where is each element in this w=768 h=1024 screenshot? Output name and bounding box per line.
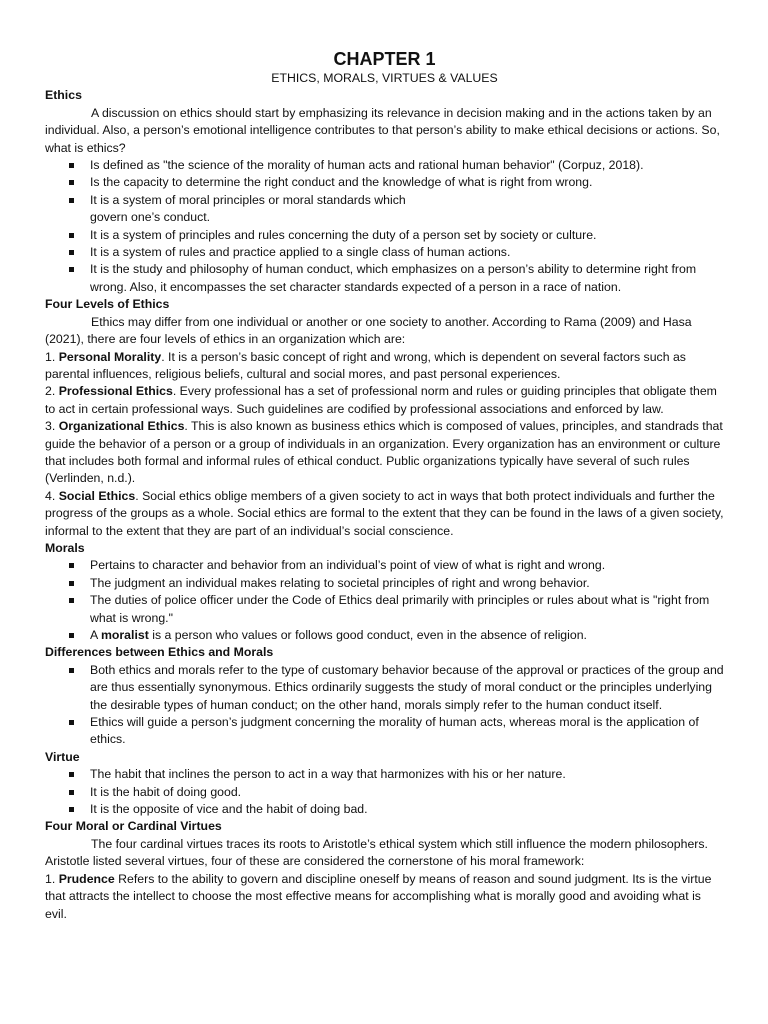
morals-bullet-list (45, 557, 724, 644)
list-item-text: is a person who values or follows good conduct, even in the absence of religion. (148, 628, 587, 642)
list-item (45, 192, 724, 227)
cardinal-number: 1. (45, 871, 56, 886)
list-item (45, 627, 724, 644)
section-heading-morals: Morals (45, 540, 85, 555)
section-heading-virtue: Virtue (45, 749, 80, 764)
section-heading-cardinal-virtues: Four Moral or Cardinal Virtues (45, 819, 222, 834)
level-item-3 (45, 418, 724, 488)
list-item: Ethics will guide a person’s judgment concerning the morality of human acts, whereas moral is the application of ethics. (45, 714, 724, 749)
section-heading-four-levels: Four Levels of Ethics (45, 297, 170, 312)
list-item: It is the opposite of vice and the habit of doing bad. (45, 801, 724, 818)
level-number: 2. (45, 384, 56, 399)
list-item: Both ethics and morals refer to the type of customary behavior because of the approval or practices of the group and are thus essentially synonymous. Ethics ordinarily suggests the study of moral conduct or the principles underlying the desirable types of human conduct; on the other hand, morals simply refer to the human conduct itself. (45, 662, 724, 714)
list-item: Is the capacity to determine the right conduct and the knowledge of what is right from wrong. (45, 174, 724, 191)
level-label: Social Ethics (58, 488, 136, 503)
list-item: It is a system of rules and practice applied to a single class of human actions. (45, 244, 724, 261)
level-number: 4. (45, 488, 56, 503)
level-text: . This is also known as business ethics which is composed of values, principles, and standrads that guide the behavior of a person or a group of individuals in an organization. Every organization has an environment or culture that includes both formal and informal rules of ethical conduct. Public organizations typically have several of such rules (Verlinden, n.d.). (45, 419, 723, 486)
level-number: 3. (45, 419, 56, 434)
level-label: Organizational Ethics (58, 419, 185, 434)
level-label: Personal Morality (58, 349, 162, 364)
differences-bullet-list (45, 662, 724, 749)
cardinal-text: Refers to the ability to govern and discipline oneself by means of reason and sound judgment. Its is the virtue that attracts the intellect to choose the most effective means for accomplishing what is morally good and avoiding what is evil. (45, 871, 712, 921)
moralist-term: moralist (100, 628, 149, 642)
level-item-1 (45, 349, 724, 384)
list-item: It is a system of principles and rules concerning the duty of a person set by society or culture. (45, 227, 724, 244)
list-item: The duties of police officer under the Code of Ethics deal primarily with principles or rules about what is "right from what is wrong." (45, 592, 724, 627)
section-heading-ethics: Ethics (45, 88, 82, 103)
list-item: Is defined as "the science of the morality of human acts and rational human behavior" (Corpuz, 2018). (45, 157, 724, 174)
level-text: . Every professional has a set of professional norm and rules or guiding principles that obligate them to act in certain professional ways. Such guidelines are codified by professional associations and enforced by law. (45, 384, 717, 416)
list-item-text: It is a system of moral principles or moral standards which (90, 192, 406, 207)
cardinal-intro: The four cardinal virtues traces its roots to Aristotle’s ethical system which still influence the modern philosophers. Aristotle listed several virtues, four of these are considered the cornerstone of his moral framework: (45, 836, 708, 869)
list-item-text-continued: govern one’s conduct. (90, 210, 211, 225)
chapter-subtitle: ETHICS, MORALS, VIRTUES & VALUES (271, 71, 498, 85)
list-item-prefix: A (90, 628, 101, 642)
list-item: It is the habit of doing good. (45, 784, 724, 801)
ethics-intro: A discussion on ethics should start by emphasizing its relevance in decision making and in the actions taken by an individual. Also, a person’s emotional intelligence contributes to that person’s ability to make ethical decisions or actions. So, what is ethics? (45, 105, 720, 155)
virtue-bullet-list (45, 766, 724, 818)
list-item: Pertains to character and behavior from an individual’s point of view of what is right and wrong. (45, 557, 724, 574)
list-item: It is the study and philosophy of human conduct, which emphasizes on a person’s ability to determine right from wrong. Also, it encompasses the set character standards expected of a person in a race of nation. (45, 261, 724, 296)
level-text: . Social ethics oblige members of a given society to act in ways that both protect individuals and further the progress of the groups as a whole. Social ethics are formal to the extent that they can be found in the laws of a given society, informal to the extent that they are part of an individual’s social conscience. (45, 488, 724, 538)
level-item-2 (45, 383, 724, 418)
chapter-title: CHAPTER 1 (333, 49, 436, 69)
section-heading-differences: Differences between Ethics and Morals (45, 645, 274, 660)
level-number: 1. (45, 349, 56, 364)
cardinal-item-1 (45, 871, 724, 923)
four-levels-intro: Ethics may differ from one individual or another or one society to another. According to Rama (2009) and Hasa (2021), there are four levels of ethics in an organization which are: (45, 314, 692, 347)
cardinal-label: Prudence (58, 871, 115, 886)
level-text: . It is a person’s basic concept of right and wrong, which is dependent on several factors such as parental influences, religious beliefs, cultural and social mores, and past personal experiences. (45, 349, 686, 381)
level-label: Professional Ethics (58, 384, 173, 399)
list-item: The habit that inclines the person to act in a way that harmonizes with his or her nature. (45, 766, 724, 783)
ethics-bullet-list (45, 157, 724, 296)
list-item: The judgment an individual makes relating to societal principles of right and wrong behavior. (45, 575, 724, 592)
level-item-4 (45, 488, 724, 540)
